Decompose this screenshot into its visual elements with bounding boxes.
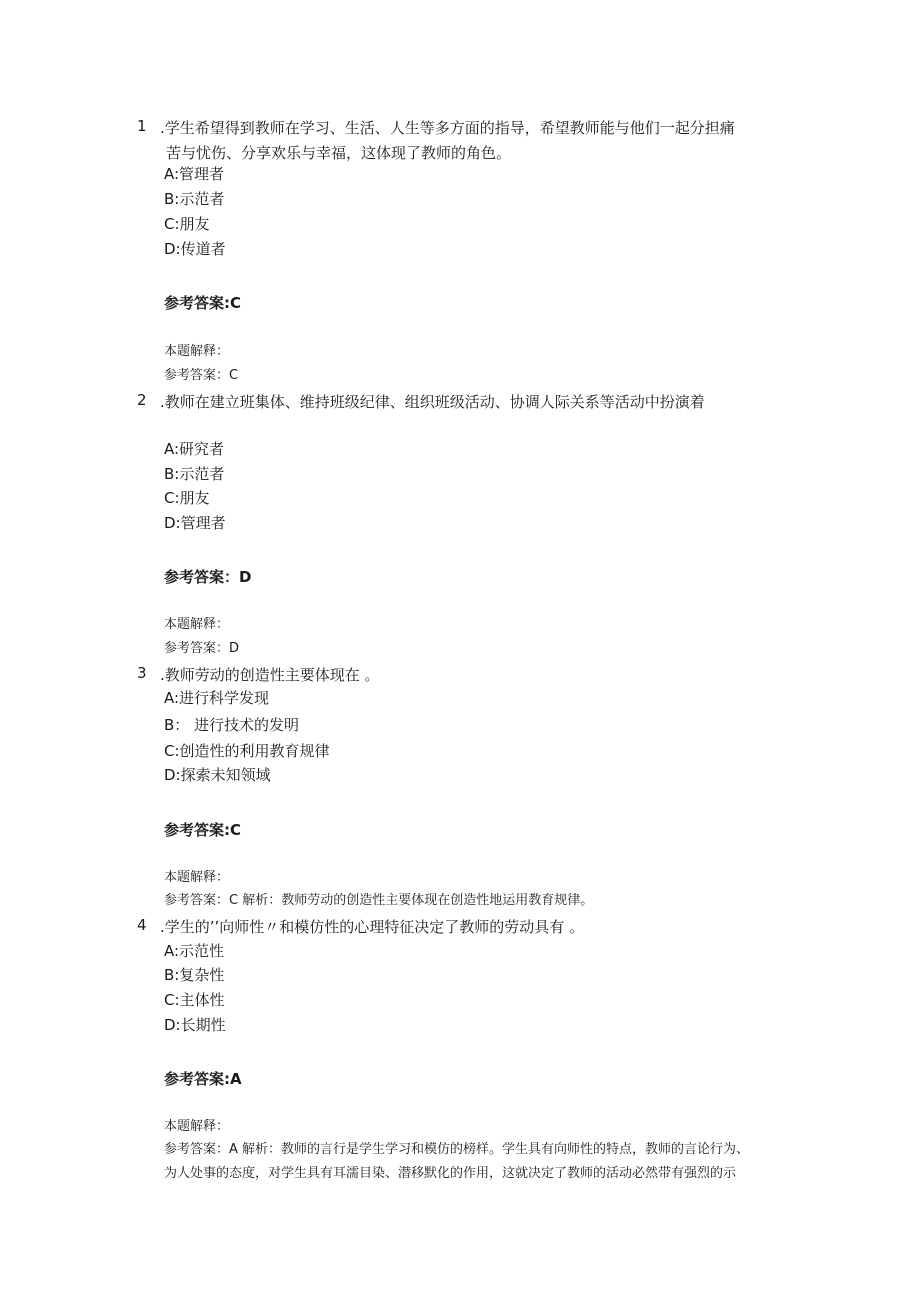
question-text: .教师劳动的创造性主要体现在 。 bbox=[160, 666, 380, 684]
option-d: D:探索未知领域 bbox=[164, 766, 271, 784]
option-c: C:朋友 bbox=[164, 489, 210, 507]
option-c: C:主体性 bbox=[164, 991, 225, 1009]
explanation-text: 参考答案：D bbox=[164, 641, 240, 656]
option-c: C:创造性的利用教育规律 bbox=[164, 742, 330, 760]
question-text: .教师在建立班集体、维持班级纪律、组织班级活动、协调人际关系等活动中扮演着 bbox=[160, 393, 705, 411]
explanation-label: 本题解释： bbox=[164, 344, 230, 359]
option-a: A:管理者 bbox=[164, 165, 225, 183]
option-d: D:长期性 bbox=[164, 1016, 226, 1034]
question-number: 4 bbox=[137, 916, 147, 934]
reference-answer: 参考答案:C bbox=[164, 821, 242, 839]
question-number: 1 bbox=[137, 117, 147, 135]
reference-answer: 参考答案:A bbox=[164, 1070, 242, 1088]
option-b: B： 进行技术的发明 bbox=[164, 716, 300, 734]
question-number: 2 bbox=[137, 391, 147, 409]
question-text: .学生的’’向师性〃和模仿性的心理特征决定了教师的劳动具有 。 bbox=[160, 918, 585, 936]
explanation-text-cont: 为人处事的态度，对学生具有耳濡目染、潜移默化的作用，这就决定了教师的活动必然带有强烈的示 bbox=[164, 1166, 737, 1181]
option-b: B:示范者 bbox=[164, 190, 225, 208]
question-text: .学生希望得到教师在学习、生活、人生等多方面的指导，希望教师能与他们一起分担痛 bbox=[160, 119, 735, 137]
option-d: D:管理者 bbox=[164, 514, 226, 532]
reference-answer: 参考答案：D bbox=[164, 568, 252, 586]
question-number: 3 bbox=[137, 664, 147, 682]
option-b: B:示范者 bbox=[164, 465, 225, 483]
explanation-text: 参考答案：C 解析：教师劳动的创造性主要体现在创造性地运用教育规律。 bbox=[164, 893, 594, 908]
explanation-text: 参考答案：C bbox=[164, 368, 239, 383]
option-d: D:传道者 bbox=[164, 240, 226, 258]
option-a: A:研究者 bbox=[164, 440, 225, 458]
reference-answer: 参考答案:C bbox=[164, 294, 242, 312]
explanation-label: 本题解释： bbox=[164, 1119, 230, 1134]
option-a: A:进行科学发现 bbox=[164, 689, 270, 707]
explanation-label: 本题解释： bbox=[164, 617, 230, 632]
explanation-label: 本题解释： bbox=[164, 870, 230, 885]
option-c: C:朋友 bbox=[164, 215, 210, 233]
option-a: A:示范性 bbox=[164, 942, 225, 960]
question-text-cont: 苦与忧伤、分享欢乐与幸福，这体现了教师的角色。 bbox=[166, 144, 512, 162]
option-b: B:复杂性 bbox=[164, 966, 225, 984]
explanation-text: 参考答案：A 解析：教师的言行是学生学习和模仿的榜样。学生具有向师性的特点，教师的言论行为、 bbox=[164, 1142, 750, 1157]
